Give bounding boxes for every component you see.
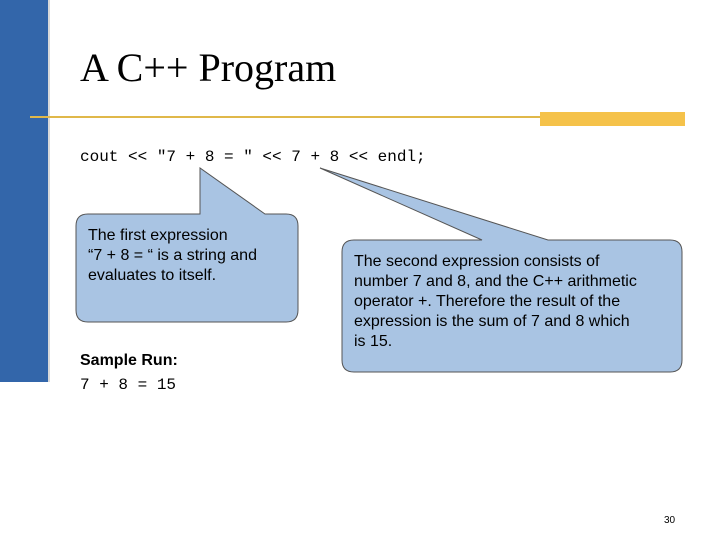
output-line: 7 + 8 = 15 (80, 376, 177, 394)
callout-second-line: expression is the sum of 7 and 8 which (354, 313, 630, 330)
page-number: 30 (664, 515, 676, 526)
callout-first-line: evaluates to itself. (88, 267, 217, 284)
callout-second-line: operator +. Therefore the result of the (354, 293, 621, 310)
callout-first-text (88, 226, 298, 286)
callout-second-text (354, 252, 684, 352)
code-line: cout << "7 + 8 = " << 7 + 8 << endl; (80, 148, 426, 166)
callout-second-line: number 7 and 8, and the C++ arithmetic (354, 273, 637, 290)
callout-second-line: is 15. (354, 333, 393, 350)
slide-title: A C++ Program (80, 45, 337, 90)
callout-second-line: The second expression consists of (354, 253, 600, 270)
sample-run-label: Sample Run: (80, 352, 178, 369)
callout-first-line: The first expression (88, 227, 228, 244)
callout-first-line: “7 + 8 = “ is a string and (88, 247, 257, 264)
